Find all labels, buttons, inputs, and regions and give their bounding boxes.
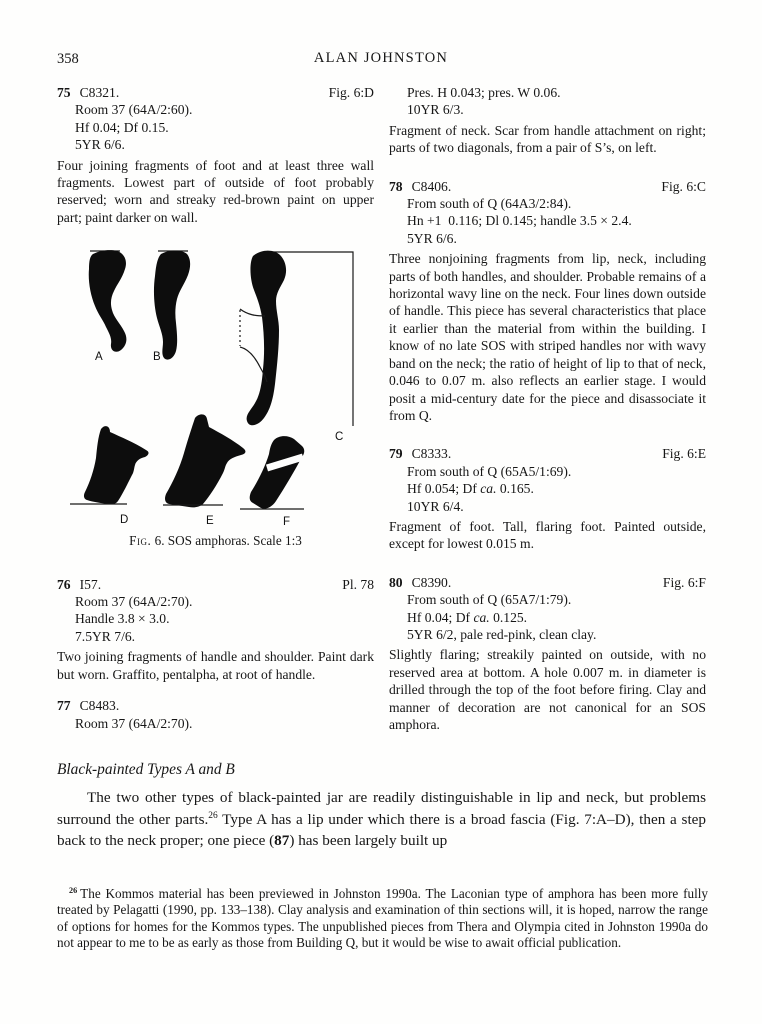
- entry-80-id: C8390.: [411, 574, 452, 590]
- entry-75-dimensions: Hf 0.04; Df 0.15.: [75, 119, 169, 135]
- entry-76-number: 76: [57, 576, 71, 592]
- entry-77-munsell: 10YR 6/3.: [407, 102, 464, 118]
- entry-75-id: C8321.: [79, 85, 120, 100]
- figure-caption-text: 6. SOS amphoras. Scale 1:3: [151, 533, 302, 549]
- entry-78-figref: Fig. 6:C: [661, 178, 706, 194]
- entry-77-head: [57, 697, 374, 714]
- entry-78-number: 78: [389, 178, 403, 194]
- footnote-26: [57, 886, 708, 952]
- entry-80-findspot: From south of Q (65A7/1:79).: [407, 592, 572, 608]
- catalog-entry-79: [389, 445, 706, 552]
- entry-77-description: Fragment of neck. Scar from handle attachment on right; parts of two diagonals, from a pair of S’s, on left.: [389, 122, 706, 156]
- entry-79-number: 79: [389, 446, 403, 462]
- entry-79-munsell: 10YR 6/4.: [407, 498, 464, 514]
- footnote-reference-26: 26: [208, 810, 218, 821]
- catalog-entry-77-continuation: [389, 84, 706, 157]
- entry-80-number: 80: [389, 574, 403, 590]
- entry-79-head: [389, 445, 706, 462]
- profile-c-shape: [247, 251, 286, 426]
- entry-77-dimensions: Pres. H 0.043; pres. W 0.06.: [407, 85, 561, 100]
- entry-77-findspot: Room 37 (64A/2:70).: [75, 715, 193, 731]
- entry-78-description: Three nonjoining fragments from lip, neck, including parts of both handles, and shoulder. Probable remains of a horizontal wavy line on the neck. Four lines down outside of handle. This piece has several characteristics that place it earlier than the material from within the building. I know of no late SOS with striped handles nor with wavy band on the neck; the ratio of height of lip to that of neck, 0.046 to 0.07 m. also reflects an earlier stage. I would posit a mid-century date for the piece and disassociate it from Q.: [389, 251, 706, 423]
- section-paragraph-text: The two other types of black-painted jar are readily distinguishable in lip and neck, but problems surround the other parts.: [57, 789, 706, 828]
- catalog-number-87-bold: 87: [274, 832, 290, 850]
- entry-76-findspot: Room 37 (64A/2:70).: [75, 594, 193, 610]
- figure-6-drawing: [57, 246, 374, 528]
- footnote-26-marker: 26: [69, 885, 78, 895]
- entry-79-dim-post: 0.165.: [496, 481, 534, 497]
- figure-label-d: D: [120, 514, 129, 527]
- profile-f-shape: [250, 436, 305, 509]
- entry-80-head: [389, 574, 706, 591]
- entry-80-dim-pre: Hf 0.04; Df: [407, 609, 474, 625]
- entry-79-dimensions: [389, 480, 706, 497]
- entry-79-dim-ca: ca.: [480, 481, 497, 497]
- running-head: ALAN JOHNSTON: [313, 50, 449, 66]
- figure-6: [57, 246, 374, 549]
- entry-76-plateref: Pl. 78: [342, 576, 374, 592]
- figure-label-f: F: [283, 516, 291, 529]
- section-paragraph-text-3: ) has been largely built up: [289, 832, 448, 850]
- entry-80-figref: Fig. 6:F: [662, 574, 706, 590]
- entry-79-findspot: From south of Q (65A5/1:69).: [407, 463, 572, 479]
- entry-75-head: [57, 84, 374, 101]
- profile-b-shape: [154, 251, 190, 360]
- entry-79-id: C8333.: [411, 446, 452, 462]
- catalog-entry-78: [389, 178, 706, 425]
- entry-80-munsell: 5YR 6/2, pale red-pink, clean clay.: [407, 626, 597, 642]
- entry-80-dimensions: [389, 609, 706, 626]
- entry-75-findspot: Room 37 (64A/2:60).: [75, 102, 193, 118]
- profile-a-shape: [89, 250, 127, 352]
- left-column: [57, 84, 374, 732]
- entry-75-number: 75: [57, 85, 71, 100]
- entry-80-description: Slightly flaring; streakily painted on outside, with no reserved area at bottom. A hole 0.007 m. in diameter is drilled through the top of the foot before firing. Clay and manner of decoration are not canonical for an SOS amphora.: [389, 647, 706, 732]
- entry-79-figref: Fig. 6:E: [662, 446, 706, 462]
- section-heading: Black-painted Types A and B: [57, 761, 235, 778]
- entry-79-dim-pre: Hf 0.054; Df: [407, 481, 481, 497]
- figure-label-e: E: [206, 515, 214, 528]
- catalog-entry-75: [57, 84, 374, 226]
- entry-76-head: [57, 576, 374, 593]
- section-paragraph: [57, 787, 706, 852]
- figure-6-caption: [57, 532, 374, 549]
- entry-80-dim-ca: ca.: [473, 609, 490, 625]
- catalog-entry-76: [57, 576, 374, 683]
- figure-caption-label: Fig.: [129, 533, 152, 549]
- entry-77-id: C8483.: [79, 698, 120, 714]
- entry-78-munsell: 5YR 6/6.: [407, 230, 457, 246]
- entry-76-id: I57.: [79, 576, 102, 592]
- profile-e-shape: [165, 415, 245, 508]
- entry-76-dimensions: Handle 3.8 × 3.0.: [75, 611, 170, 627]
- entry-78-findspot: From south of Q (64A3/2:84).: [407, 196, 572, 212]
- section-paragraph-text-2: Type A has a lip under which there is a broad fascia (Fig. 7:A–D), then a step back to the neck proper; one piece (: [57, 810, 706, 850]
- entry-75-munsell: 5YR 6/6.: [75, 137, 125, 153]
- footnote-26-text: The Kommos material has been previewed in Johnston 1990a. The Laconian type of amphora has been more fully treated by Pelagatti (1990, pp. 133–138). Clay analysis and examination of thin sections will, it is hoped, narrow the range of options for homes for the Kommos types. The unpublished pieces from Thera and Olympia cited in Johnston 1990a do not appear to me to be as early as those from Building Q, but it would be wise to await official publication.: [57, 886, 708, 951]
- figure-label-c: C: [335, 431, 344, 444]
- section-black-painted-types: [57, 760, 706, 852]
- catalog-entry-77: [57, 697, 374, 732]
- right-column: [389, 84, 706, 733]
- entry-77-number: 77: [57, 698, 71, 714]
- entry-78-dimensions: Hn +1 0.116; Dl 0.145; handle 3.5 × 2.4.: [407, 213, 632, 229]
- profile-d-shape: [84, 426, 149, 504]
- catalog-entry-80: [389, 574, 706, 734]
- figure-label-a: A: [95, 351, 103, 364]
- entry-80-dim-post: 0.125.: [489, 609, 528, 625]
- entry-79-description: Fragment of foot. Tall, flaring foot. Painted outside, except for lowest 0.015 m.: [389, 518, 706, 552]
- entry-75-figref: Fig. 6:D: [328, 85, 374, 100]
- entry-76-munsell: 7.5YR 7/6.: [75, 628, 136, 644]
- entry-78-head: [389, 178, 706, 195]
- entry-76-description: Two joining fragments of handle and shoulder. Paint dark but worn. Graffito, pentalpha, at root of handle.: [57, 649, 374, 682]
- entry-75-description: Four joining fragments of foot and at least three wall fragments. Lowest part of outside of foot probably reserved; worn and streaky red-brown paint on upper part; paint darker on wall.: [57, 157, 374, 225]
- page-number: 358: [57, 51, 79, 67]
- entry-78-id: C8406.: [411, 178, 452, 194]
- page-header: [57, 50, 705, 70]
- figure-label-b: B: [153, 351, 161, 364]
